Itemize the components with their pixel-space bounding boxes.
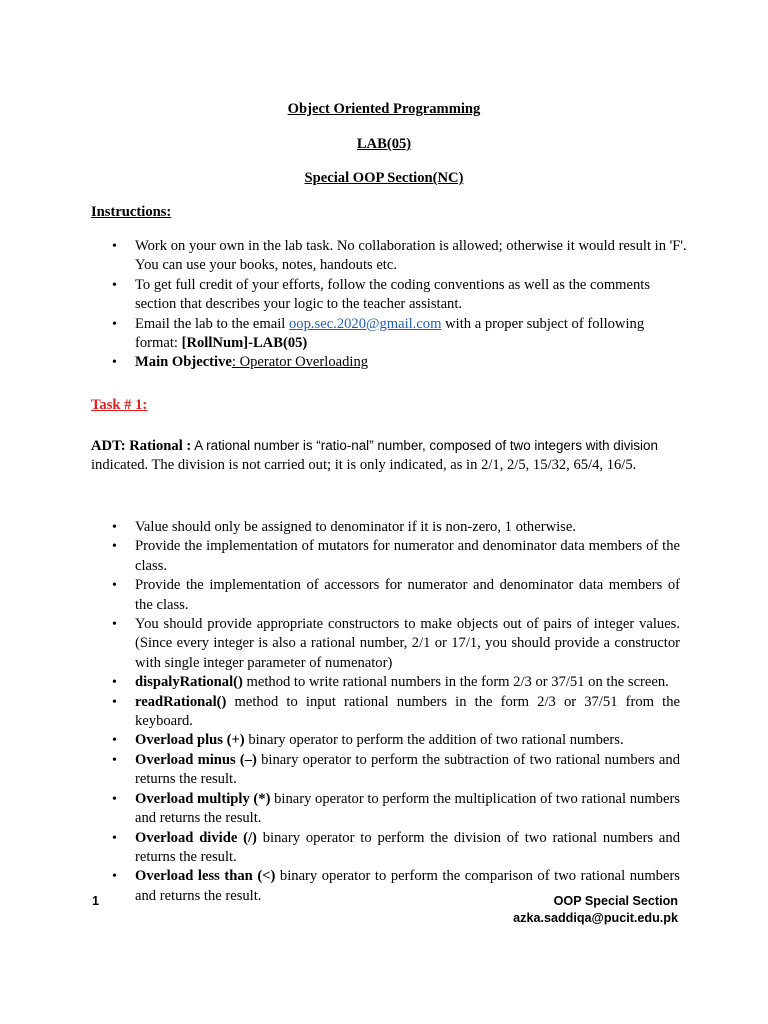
list-item: • Work on your own in the lab task. No collaboration is allowed; otherwise it would result in 'F'. You can use your books, notes, handouts etc. xyxy=(112,238,687,274)
requirements-list xyxy=(90,518,680,906)
bullet-icon: • xyxy=(112,733,117,749)
list-item: • Email the lab to the email oop.sec.2020@gmail.com with a proper subject of following format: [RollNum]-LAB(05) xyxy=(112,315,645,352)
list-item: • Provide the implementation of mutators for numerator and denominator data members of the class. xyxy=(112,538,680,574)
list-item: • readRational() method to input rational numbers in the form 2/3 or 37/51 from the keyboard. xyxy=(112,693,680,730)
list-item: • You should provide appropriate constructors to make objects out of pairs of integer values. (Since every integer is also a rational number, 2/1 or 17/1, you should provide a constructor with single integer parameter of numenator) xyxy=(112,616,680,671)
main-objective-value: Operator Overloading xyxy=(235,354,369,371)
list-item: • Provide the implementation of accessors for numerator and denominator data members of the class. xyxy=(112,577,680,613)
section-name: Special OOP Section(NC) xyxy=(304,170,464,186)
lab-number: LAB(05) xyxy=(356,136,412,152)
list-item: • Value should only be assigned to denominator if it is non-zero, 1 otherwise. xyxy=(90,518,680,537)
list-item: • Overload less than (<) binary operator to perform the comparison of two rational numbers and returns the result. xyxy=(112,868,680,904)
bullet-icon: • xyxy=(112,791,117,807)
bullet-icon: • xyxy=(112,869,117,885)
bullet-icon: • xyxy=(112,830,117,846)
bullet-icon: • xyxy=(112,694,117,710)
instructions-list xyxy=(90,237,690,373)
list-item: • To get full credit of your efforts, follow the coding conventions as well as the comments section that describes your logic to the teacher assistant. xyxy=(112,276,651,313)
bullet-icon: • xyxy=(112,539,117,555)
adt-label: ADT: Rational : xyxy=(91,438,192,454)
subject-format: [RollNum]-LAB(05) xyxy=(181,335,308,352)
footer-info xyxy=(513,893,678,927)
instructions-heading: Instructions: xyxy=(91,204,172,220)
adt-description: ADT: Rational : A rational number is “ratio-nal” number, composed of two integers with division indicated. The division is not carried out; it is only indicated, as in 2/1, 2/5, 15/32, 65/4, 16/5. xyxy=(91,438,658,474)
list-item: • Overload multiply (*) binary operator to perform the multiplication of two rational numbers and returns the result. xyxy=(112,790,680,827)
page-number: 1 xyxy=(92,894,100,908)
bullet-icon: • xyxy=(112,617,117,633)
bullet-icon: • xyxy=(112,239,117,254)
footer-section: OOP Special Section xyxy=(553,894,678,908)
email-link[interactable]: oop.sec.2020@gmail.com xyxy=(289,315,442,332)
bullet-icon: • xyxy=(112,316,117,332)
list-item: • Overload minus (–) binary operator to perform the subtraction of two rational numbers and returns the result. xyxy=(112,751,681,788)
footer-email: azka.saddiqa@pucit.edu.pk xyxy=(513,911,678,925)
bullet-icon: • xyxy=(112,752,117,768)
bullet-icon: • xyxy=(112,578,117,594)
bullet-icon: • xyxy=(112,277,117,293)
list-item: • Main Objective: Operator Overloading xyxy=(90,353,690,372)
main-objective-label: Main Objective xyxy=(135,354,232,371)
bullet-icon: • xyxy=(112,355,117,371)
list-item: • Overload plus (+) binary operator to perform the addition of two rational numbers. xyxy=(90,731,680,750)
list-item: • Overload divide (/) binary operator to perform the division of two rational numbers and returns the result. xyxy=(112,829,680,865)
list-item: • dispalyRational() method to write rational numbers in the form 2/3 or 37/51 on the screen. xyxy=(90,673,680,692)
doc-title: Object Oriented Programming xyxy=(287,101,481,117)
bullet-icon: • xyxy=(112,675,117,691)
bullet-icon: • xyxy=(112,520,117,535)
task-heading: Task # 1: xyxy=(91,397,148,413)
